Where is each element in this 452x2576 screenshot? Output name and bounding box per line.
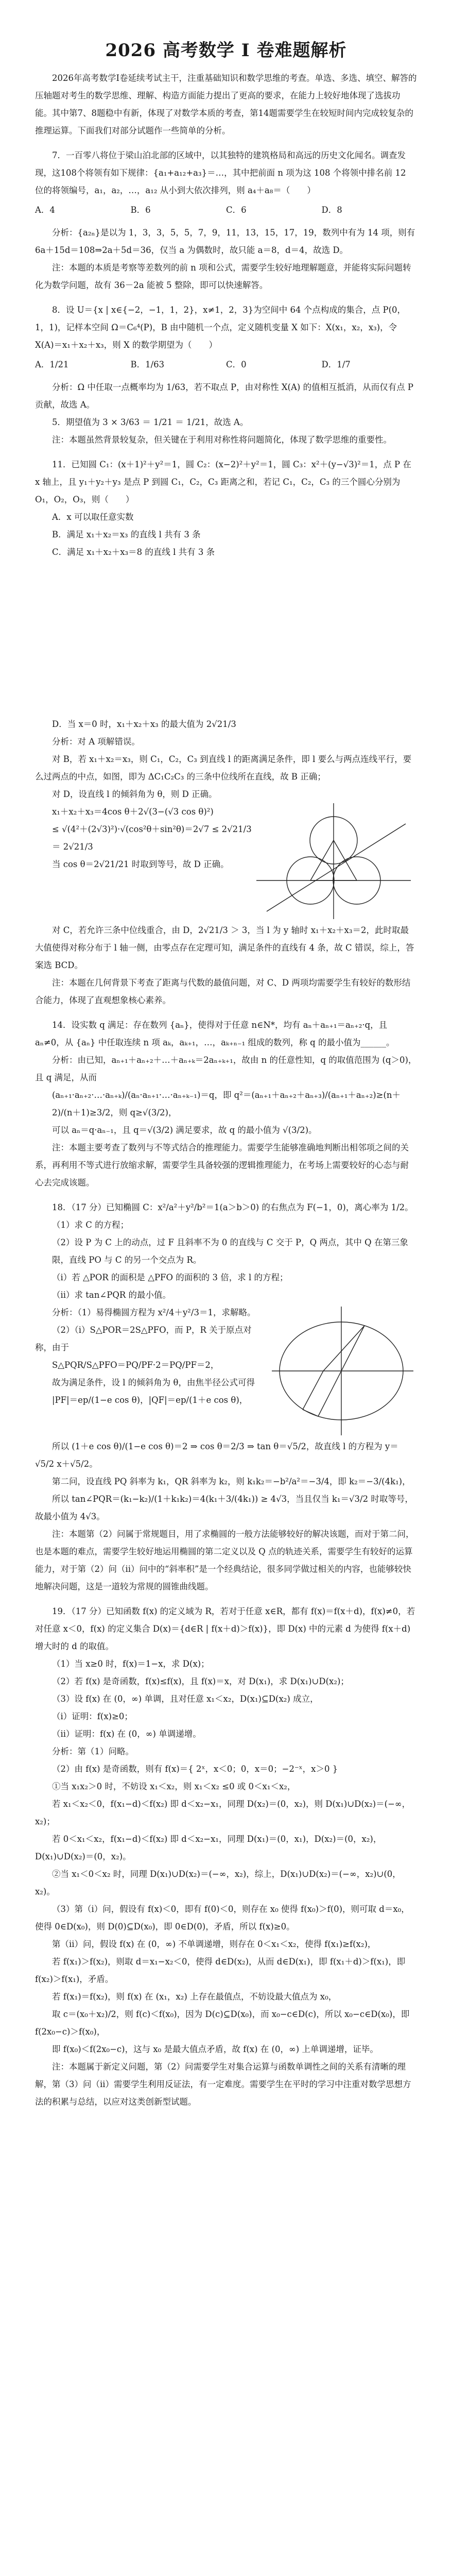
q11-analysis-b: 对 B，若 x₁＋x₂＝x₃，则 C₁，C₂，C₃ 到直线 l 的距离满足条件，即 l 要么与两点连线平行，要么过两点的中点，如图，即为 ΔC₁C₂C₃ 的三条中位线所在直线，故 B 正确； <box>35 754 412 782</box>
q18-part2b: （ii）求 tan∠PQR 的最小值。 <box>52 1290 171 1300</box>
q19-part3b: （ii）证明：f(x) 在 (0，∞) 单调递增。 <box>52 1729 201 1739</box>
q7-stem: 7．一百零八将位于梁山泊北部的区域中，以其独特的建筑格局和高远的历史文化闻名。调查发现，这108个将领有如下规律：{a₁+a₁₂+a₃}＝…，其中把前面 n 项为这 108 个将领中排名前 12 位的将领编号，a₁，a₂，…，a₁₂ 从小到大依次排列，则 a₄＋a₈＝（ ） <box>35 150 406 195</box>
q14-stem: 14．设实数 q 满足：存在数列 {aₙ}，使得对于任意 n∈N*，均有 aₙ＋aₙ₊₁＝aₙ₊₂·q，且 aₙ≠0，从 {aₙ} 中任取连续 n 项 aₖ，aₖ₊₁，…，aₖ₊ₙ₋₁ 组成的数列，称 q 的最小值为______。 <box>35 1020 395 1047</box>
q11-figure-space <box>35 561 417 716</box>
q19-s6: ②当 x₁＜0＜x₂ 时，同理 D(x₁)∪D(x₂)＝(−∞，x₂)，综上，D(x₁)∪D(x₂)＝(−∞，x₂)∪(0，x₂)。 <box>35 1869 401 1896</box>
intro-paragraph: 2026年高考数学I卷延续考试主干，注重基础知识和数学思维的考查。单选、多选、填空、解答的压轴题对考生的数学思维、理解、构造方面能力提出了更高的要求，在能力上较好地体现了选拔功能。其中第7、8题稳中有新，体现了对数学本质的考查，第14题需要学生在较短时间内完成较复杂的推理运算。下面我们对部分试题作一些简单的分析。 <box>35 73 417 135</box>
q18-solution-row <box>35 1304 417 1438</box>
q7-hint: 注：本题的本质是考察等差数列的前 n 项和公式，需要学生较好地理解题意，并能将实际问题转化为数学问题，故有 36－2a 能被 5 整除，即可以快速解答。 <box>35 263 411 290</box>
q18-s4: 故为满足条件，设 l 的倾斜角为 θ，由焦半径公式可得 <box>52 1378 255 1387</box>
q7-analysis: 分析：{a₂ₙ}是以为 1，3，3，5，5，7，9，11，13，15，17，19，数列中有为 14 项，则有 6a＋15d＝108⇒2a＋5d＝36，仅当 a 为偶数时，故只能 a＝8，d＝4，故选 D。 <box>35 228 415 255</box>
segment-c2c3 <box>334 840 357 880</box>
q11-eq4: 当 cos θ＝2√21/21 时取到等号，故 D 正确。 <box>52 859 229 869</box>
q8-choice-b: B．1/63 <box>130 360 165 369</box>
question-7 <box>35 147 417 294</box>
q18-solution-left <box>35 1304 267 1438</box>
three-circles-diagram <box>256 803 417 922</box>
q11-circles-figure <box>256 803 417 922</box>
q11-option-a: A．x 可以取任意实数 <box>52 512 134 522</box>
q19-s1: 分析：第（1）问略。 <box>52 1747 134 1756</box>
q8-hint: 注：本题虽然背景较复杂，但关键在于利用对称性将问题简化，体现了数学思维的重要性。 <box>52 435 392 445</box>
q19-s8: 第（ii）问，假设 f(x) 在 (0，∞) 不单调递增，则存在 0＜x₁＜x₂，使得 f(x₁)≥f(x₂)， <box>52 1939 376 1949</box>
q18-s8: 所以 tan∠PQR＝(k₁−k₂)/(1＋k₁k₂)＝4(k₁＋3/(4k₁)) ≥ 4√3，当且仅当 k₁＝√3/2 时取等号，故最小值为 4√3。 <box>35 1494 413 1521</box>
q7-choice-c: C．6 <box>226 205 247 215</box>
q19-hint: 注：本题属于新定义问题，第（2）问需要学生对集合运算与函数单调性之间的关系有清晰的理解，第（3）问（ii）需要学生利用反证法，有一定难度。需要学生在平时的学习中注重对数学思想方法的积累与总结，以应对这类创新型试题。 <box>35 2062 411 2107</box>
q18-hint: 注：本题第（2）问属于常规题目，用了求椭圆的一般方法能够较好的解决该题，而对于第二问，也是本题的难点，需要学生较好地运用椭圆的第二定义以及 Q 点的轨迹关系，需要学生有较好的运算能力，对于第（2）问（ii）问中的“斜率积”是一个经典结论，很多同学做过相关的内容，也能够较快地解决问题，这是一道较为常规的圆锥曲线题。 <box>35 1529 414 1591</box>
q11-eq1: x₁＋x₂＋x₃＝4cos θ＋2√(3−(√3 cos θ)²) <box>52 807 214 817</box>
q19-s7: （3）第（i）问，假设有 f(x)＜0，即有 f(0)＜0，则存在 x₀ 使得 f(x₀)＞f(0)，则可取 d＝x₀，使得 0∈D(x₀)，则 D(0)⊆D(x₀)，即 0∈D(0)，矛盾，所以 f(x)≥0。 <box>35 1904 410 1931</box>
q18-s5: |PF|＝ep/(1−e cos θ)，|QF|＝ep/(1＋e cos θ)， <box>52 1395 248 1405</box>
q7-choice-b: B．6 <box>130 205 151 215</box>
q19-s5: 若 0＜x₁＜x₂，f(x₁−d)＜f(x₂) 即 d＜x₂−x₁，同理 D(x₁)＝(0，x₁)，D(x₂)＝(0，x₂)，D(x₁)∪D(x₂)＝(0，x₂)。 <box>35 1834 382 1861</box>
q19-s9: 若 f(x₁)＞f(x₂)，则取 d＝x₁−x₂＜0，使得 d∈D(x₂)，从而 d∈D(x₁)，即 f(x₁＋d)＞f(x₁)，即 f(x₂)＞f(x₁)，矛盾。 <box>35 1957 406 1984</box>
q18-ellipse-figure <box>267 1304 417 1438</box>
question-8 <box>35 301 417 449</box>
q8-analysis: 分析：Ω 中任取一点概率均为 1/63，若不取点 P，由对称性 X(A) 的值相互抵消，从而仅有点 P 贡献，故选 A。 <box>35 382 413 410</box>
q19-part1: （1）当 x≥0 时，f(x)＝1−x，求 D(x)； <box>52 1659 210 1669</box>
q11-stem: 11．已知圆 C₁：(x＋1)²＋y²＝1，圆 C₂：(x−2)²＋y²＝1，圆 C₃：x²＋(y−√3)²＝1，点 P 在 x 轴上，且 y₁＋y₂＋y₃ 是点 P 到圆 C₁，C₂，C₃ 距离之和，若记 C₁，C₂，C₃ 的三个圆心分别为 O₁，O₂，O₃，则（ ） <box>35 460 411 504</box>
question-11 <box>35 456 417 1009</box>
q18-s1: 分析：（1）易得椭圆方程为 x²/4＋y²/3＝1，求解略。 <box>52 1308 256 1317</box>
q11-derivation <box>35 803 256 922</box>
q18-s6: 所以 (1＋e cos θ)/(1−e cos θ)＝2 ⇒ cos θ＝2/3 ⇒ tan θ＝√5/2，故直线 l 的方程为 y＝√5/2 x＋√5/2。 <box>35 1442 398 1469</box>
q7-choices <box>35 201 417 219</box>
q11-analysis-d: 对 C，若允许三条中位线重合，由 D，2√21/3 ＞ 3，当 l 为 y 轴时 x₁＋x₂＋x₃＝2，此时取最大值使得对称分布于 l 轴一侧，由零点存在定理可知，满足条件的直线有 4 条，故 C 错误，综上，答案选 BCD。 <box>35 925 414 970</box>
question-18 <box>35 1199 417 1596</box>
q18-s7: 第二问，设直线 PQ 斜率为 k₁，QR 斜率为 k₂，则 k₁k₂＝−b²/a²＝−3/4，即 k₂＝−3/(4k₁)， <box>52 1477 411 1486</box>
line-fq <box>303 1371 323 1410</box>
q7-choice-d: D．8 <box>321 205 342 215</box>
q19-part3: （3）设 f(x) 在 (0，∞) 单调，且对任意 x₁＜x₂，D(x₁)⊆D(x₂) 成立， <box>52 1694 319 1704</box>
q11-option-d: D．当 x＝0 时，x₁＋x₂＋x₃ 的最大值为 2√21/3 <box>52 719 236 729</box>
q11-option-c: C．满足 x₁＋x₂＋x₃＝8 的直线 l 共有 3 条 <box>52 547 215 557</box>
q18-s2: （2）（i）S△POR＝2S△PFO，而 P，R 关于原点对称，由于 <box>35 1325 252 1352</box>
page-title: 2026 高考数学 I 卷难题解析 <box>105 40 347 61</box>
q18-stem: 18．（17 分）已知椭圆 C：x²/a²＋y²/b²＝1(a＞b＞0) 的右焦点为 F(−1，0)，离心率为 1/2。 <box>52 1202 413 1212</box>
ellipse-diagram <box>267 1304 417 1438</box>
q14-analysis2: 可以 aₙ＝q·aₙ₋₁，且 q＝√(3/2) 满足要求，故 q 的最小值为 √(3/2)。 <box>52 1125 317 1135</box>
q19-s11: 取 c＝(x₀＋x₂)/2，则 f(c)＜f(x₀)，因为 D(c)⊆D(x₀)，而 x₀−c∈D(c)，所以 x₀−c∈D(x₀)，即 f(2x₀−c)＞f(x₀)， <box>35 2009 410 2037</box>
q19-s12: 即 f(x₀)＜f(2x₀−c)，这与 x₀ 是最大值点矛盾，故 f(x) 在 (0，∞) 上单调递增，证毕。 <box>52 2044 378 2054</box>
q8-answer: 5．期望值为 3 × 3/63 ＝ 1/21 ＝ 1/21，故选 A。 <box>52 417 249 427</box>
q19-s4: 若 x₁＜x₂＜0，f(x₁−d)＜f(x₂) 即 d＜x₂−x₁，同理 D(x₂)＝(0，x₂)，则 D(x₁)∪D(x₂)＝(−∞，x₂)； <box>35 1799 411 1826</box>
q19-stem: 19．（17 分）已知函数 f(x) 的定义域为 R，若对于任意 x∈R，都有 f(x)＝f(x＋d)，f(x)≠0，若对任意 x＜0，f(x) 的定义集合 D(x)＝{d∈R | f(x＋d)＞f(x)}，即 D(x) 中的元素 d 为使得 f(x＋d) 增大时的 d 的取值。 <box>35 1606 415 1651</box>
document-body <box>35 70 417 2118</box>
q18-s3: S△PQR/S△PFO＝PQ/PF·2＝PQ/PF＝2， <box>52 1360 219 1370</box>
q11-hint: 注：本题在几何背景下考查了距离与代数的最值问题，对 C、D 两项均需要学生有较好的数形结合能力，体现了直观想象核心素养。 <box>35 978 411 1005</box>
q18-part1: （1）求 C 的方程； <box>52 1220 129 1230</box>
q8-choices <box>35 356 417 374</box>
q11-derivation-row <box>35 803 417 922</box>
q7-choice-a: A．4 <box>35 205 55 215</box>
line-l <box>267 824 406 911</box>
question-14 <box>35 1016 417 1192</box>
q19-s2: （2）由 f(x) 是奇函数，则有 f(x)＝{ 2ˣ，x＜0；0，x＝0；−2⁻ˣ，x＞0 } <box>52 1764 338 1774</box>
q11-analysis-c: 对 D，设直线 l 的倾斜角为 θ，则 D 正确。 <box>52 789 217 799</box>
q14-analysis: 分析：由已知，aₙ₊₁＋aₙ₊₂＋…＋aₙ₊ₖ＝2aₙ₊ₖ₊₁，故由 n 的任意性知，q 的取值范围为 (q＞0)，且 q 满足，从而 <box>35 1055 417 1082</box>
line-pf <box>323 1326 364 1371</box>
question-19 <box>35 1603 417 2111</box>
q11-option-b: B．满足 x₁＋x₂＝x₃ 的直线 l 共有 3 条 <box>52 530 201 539</box>
q11-eq2: ≤ √(4²＋(2√3)²)·√(cos²θ＋sin²θ)＝2√7 ≤ 2√21/3 <box>52 824 252 834</box>
q19-s3: ①当 x₁x₂＞0 时，不妨设 x₁＜x₂，则 x₁＜x₂ ≤0 或 0＜x₁＜x₂， <box>52 1782 296 1791</box>
q19-part3a: （i）证明：f(x)≥0； <box>52 1711 133 1721</box>
q14-hint: 注：本题主要考查了数列与不等式结合的推理能力。需要学生能够准确地判断出相邻项之间的关系，再利用不等式进行放缩求解，需要学生具备较强的逻辑推理能力，在考场上需要较好的心态与耐心去完成该题。 <box>35 1143 409 1188</box>
segment-c1c3 <box>310 840 334 880</box>
q8-choice-c: C．0 <box>226 360 247 369</box>
line-qr <box>303 1410 318 1416</box>
q18-part2a: （i）若 △POR 的面积是 △PFO 的面积的 3 倍，求 l 的方程； <box>52 1273 288 1282</box>
q18-part2: （2）设 P 为 C 上的动点，过 F 且斜率不为 0 的直线与 C 交于 P，Q 两点，其中 Q 在第三象限，直线 PO 与 C 的另一个交点为 R。 <box>52 1238 408 1265</box>
q8-choice-d: D．1/7 <box>321 360 351 369</box>
q19-s10: 若 f(x₁)＝f(x₂)，则 f(x) 在 (x₁，x₂) 上存在最值点，不妨设最大值点为 x₀， <box>52 1992 337 2002</box>
q11-eq3: ＝ 2√21/3 <box>52 842 93 852</box>
q11-analysis-a: 分析：对 A 项解错误。 <box>52 737 140 747</box>
q14-eq: (aₙ₊₁·aₙ₊₂·…·aₙ₊ₖ)/(aₙ·aₙ₊₁·…·aₙ₊ₖ₋₁)＝q，即 q²＝(aₙ₊₁＋aₙ₊₂＋aₙ₊₃)/(aₙ₊₁＋aₙ₊₂)≥(n＋2)/(n＋1)≥3/2，则 q≥√(3/2)， <box>52 1090 401 1117</box>
q8-stem: 8．设 U＝{x | x∈{−2，−1，1，2}，x≠1，2，3}为空间中 64 个点构成的集合，点 P(0，1，1)，记样本空间 Ω＝C₆⁴(P)，B 由中随机一个点，定义随机变量 X 如下：X(x₁，x₂，x₃)，令 X(A)＝x₁＋x₂＋x₃，则 X 的数学期望为（ ） <box>35 305 406 350</box>
q8-choice-a: A．1/21 <box>35 360 69 369</box>
q19-part2: （2）若 f(x) 是奇函数，f(x)≤f(x)，且 f(x)＝x，对 D(x₁)，求 D(x₁)∪D(x₂)； <box>52 1676 349 1686</box>
